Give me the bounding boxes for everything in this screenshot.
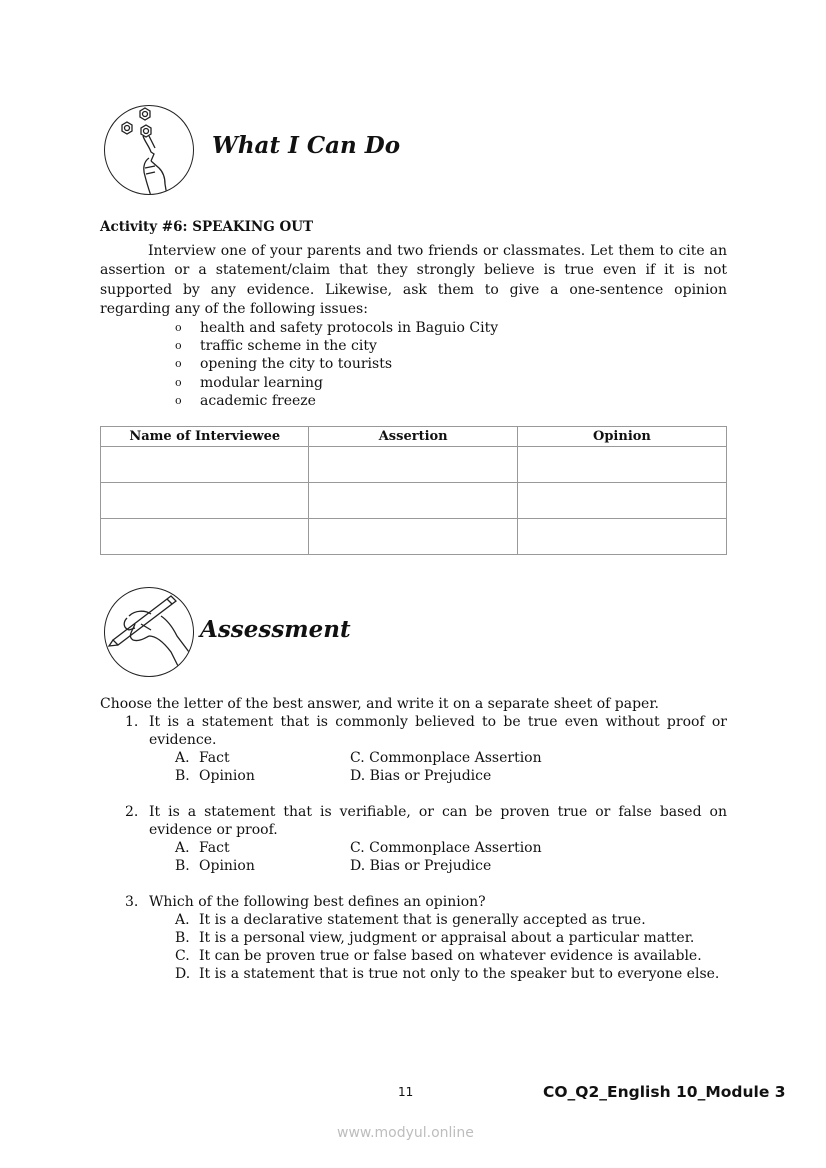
page-number: 11 xyxy=(398,1085,414,1099)
column-header-opinion: Opinion xyxy=(517,427,726,447)
question-3 xyxy=(125,893,727,983)
table-cell xyxy=(517,483,726,519)
question-number: 1. xyxy=(125,714,139,730)
table-cell xyxy=(517,447,726,483)
option-a: A. Fact xyxy=(175,750,230,766)
list-item: o health and safety protocols in Baguio City xyxy=(175,320,499,336)
option-a: A. Fact xyxy=(175,840,230,856)
table-header-row xyxy=(101,427,727,447)
option-c: C. Commonplace Assertion xyxy=(350,750,542,766)
table-cell xyxy=(101,483,309,519)
option-d: D. Bias or Prejudice xyxy=(350,768,492,784)
option-a: A. It is a declarative statement that is generally accepted as true. xyxy=(175,912,646,928)
bullet-icon: o xyxy=(175,375,182,389)
option-b: B. Opinion xyxy=(175,858,255,874)
question-number: 3. xyxy=(125,894,139,910)
table-cell xyxy=(309,483,517,519)
hand-wrench-icon xyxy=(104,105,194,195)
option-c: C. It can be proven true or false based on whatever evidence is available. xyxy=(175,948,702,964)
option-d: D. Bias or Prejudice xyxy=(350,858,492,874)
assessment-instruction: Choose the letter of the best answer, and write it on a separate sheet of paper. xyxy=(100,696,659,712)
list-item: o academic freeze xyxy=(175,392,316,409)
section-header-what-i-can-do xyxy=(104,105,400,195)
question-number: 2. xyxy=(125,804,139,820)
table-row xyxy=(101,483,727,519)
option-b: B. Opinion xyxy=(175,768,255,784)
question-stem: It is a statement that is verifiable, or can be proven true or false based on evidence or proof. xyxy=(149,804,727,838)
column-header-name: Name of Interviewee xyxy=(101,427,309,447)
option-b: B. It is a personal view, judgment or appraisal about a particular matter. xyxy=(175,930,695,946)
table-cell xyxy=(309,447,517,483)
table-row xyxy=(101,519,727,555)
list-item: o opening the city to tourists xyxy=(175,356,393,373)
section-header-assessment xyxy=(104,587,351,677)
interview-table xyxy=(100,426,727,555)
list-item: o traffic scheme in the city xyxy=(175,338,377,355)
watermark: www.modyul.online xyxy=(337,1125,474,1141)
table-cell xyxy=(101,519,309,555)
table-cell xyxy=(517,519,726,555)
options xyxy=(175,749,727,785)
section-title: What I Can Do xyxy=(212,131,401,159)
table-row xyxy=(101,447,727,483)
section-title: Assessment xyxy=(200,615,351,643)
activity-title: Activity #6: SPEAKING OUT xyxy=(100,219,314,235)
table-cell xyxy=(101,447,309,483)
issues-list xyxy=(175,319,498,410)
activity-paragraph: Interview one of your parents and two friends or classmates. Let them to cite an assertion or a statement/claim that they strongly believe is true even if it is not supported by any evidence. Likewise, ask them to give a one-sentence opinion regarding any of the following issues: xyxy=(100,243,727,317)
bullet-icon: o xyxy=(175,357,182,371)
hand-pencil-icon xyxy=(104,587,194,677)
question-2 xyxy=(125,803,727,875)
module-code: CO_Q2_English 10_Module 3 xyxy=(543,1083,786,1101)
bullet-icon: o xyxy=(175,321,182,334)
options xyxy=(175,839,727,875)
bullet-icon: o xyxy=(175,393,182,407)
column-header-assertion: Assertion xyxy=(309,427,517,447)
list-item: o modular learning xyxy=(175,374,323,391)
activity-instructions xyxy=(100,242,727,319)
option-c: C. Commonplace Assertion xyxy=(350,840,542,856)
option-d: D. It is a statement that is true not only to the speaker but to everyone else. xyxy=(175,966,720,982)
bullet-icon: o xyxy=(175,339,182,353)
question-stem: It is a statement that is commonly believed to be true even without proof or evidence. xyxy=(149,714,727,748)
table-cell xyxy=(309,519,517,555)
question-1 xyxy=(125,713,727,785)
question-stem: Which of the following best defines an opinion? xyxy=(149,894,486,910)
options xyxy=(175,911,727,983)
